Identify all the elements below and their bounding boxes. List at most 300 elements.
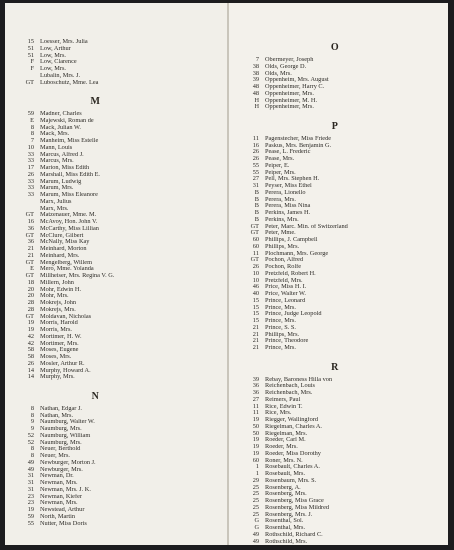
directory-entry [13,446,223,453]
entry-name: Prince, Leonard [265,297,306,304]
entry-name: Roner, Mrs. N. [265,457,303,464]
entry-number: 1 [255,470,259,477]
entry-number: 19 [252,443,259,450]
entry-name: Marshall, Miss Edith E. [40,171,100,178]
entry-name: Nathan, Edgar J. [40,405,82,412]
entry-number: 19 [252,449,259,457]
entry-name: Roeder, Carl M. [265,437,306,444]
directory-entry [13,226,223,233]
entry-number: 8 [30,123,34,131]
directory-entry [235,458,445,465]
directory-entry [13,39,223,46]
directory-entry [235,471,445,478]
entry-number: 20 [27,285,34,293]
entry-name: Low, Arthur [40,45,71,52]
directory-entry [235,397,445,404]
entry-name: Newburger, Mrs. [40,466,83,473]
directory-entry [235,478,445,485]
entry-number: 36 [252,389,259,396]
entry-name: Low, Mrs. [40,52,67,59]
directory-entry [13,514,223,521]
section-letter-n: N [91,390,100,402]
entry-number: 33 [27,191,34,198]
entry-number: 33 [27,157,34,165]
directory-entry [235,217,445,224]
entry-number: 26 [252,155,259,162]
directory-entry [235,377,445,384]
directory-entry [13,300,223,307]
entry-name: Matzenauer, Mme. M. [40,212,97,219]
section-letter-p: P [331,120,339,132]
entry-name: Rosenberg, Miss Grace [265,498,324,504]
directory-entry [13,314,223,321]
directory-entry [235,305,445,312]
directory-entry [13,158,223,165]
entry-number: GT [250,222,259,230]
entry-name: Mack, Mrs. [40,131,70,138]
directory-entry [13,521,223,528]
entry-name: Peyser, Miss Ethel [265,183,312,189]
directory-entry [235,318,445,325]
directory-entry [235,383,445,390]
entry-name: Lubalin, Mrs. J. [40,72,81,79]
directory-entry [235,91,445,98]
entry-number: 8 [30,130,34,138]
entry-name: Rosenberg, Mrs. [265,491,307,498]
directory-entry [13,172,223,179]
entry-number: 40 [252,290,259,297]
directory-entry [13,361,223,368]
directory-entry [235,149,445,156]
entry-number: 52 [27,438,34,446]
entry-number: 36 [27,224,34,232]
entry-name: McNally, Miss Kay [40,239,90,246]
entry-number: 48 [252,89,259,97]
entry-number: 25 [252,490,259,498]
entry-number: 19 [27,319,34,327]
directory-entry [13,138,223,145]
entry-name: Pagenstecher, Miss Friede [265,135,332,142]
directory-entry [13,374,223,381]
entry-name: Perkins, Mrs. [265,216,299,223]
section-spacer [13,86,223,93]
right-page [229,3,448,545]
directory-entry [13,287,223,294]
directory-entry [235,176,445,183]
entry-number: 16 [27,218,34,225]
directory-entry [235,444,445,451]
directory-entry [235,325,445,332]
entry-name: Perera, Mrs. [265,196,296,203]
entry-name: Oppenheimer, Mrs. [265,90,314,97]
entry-number: 27 [252,395,259,403]
entry-name: McCarthy, Miss Lillian [40,225,99,232]
directory-entry [235,257,445,264]
entry-number: 26 [27,359,34,367]
entry-number: GT [25,312,34,320]
directory-entry [235,98,445,105]
entry-name: Rosebault, Mrs. [265,471,306,477]
directory-entry [13,453,223,460]
entry-name: Prince, Mrs. [265,304,296,311]
entry-name: Pretzfeld, Robert H. [265,270,316,277]
directory-entry [235,264,445,271]
directory-entry [13,46,223,53]
entry-name: Peiper, Mrs. [265,169,296,176]
entry-name: Meinhard, Morton [40,246,87,252]
directory-entry [13,145,223,152]
entry-name: Phillips, Mrs. [265,331,300,338]
entry-number: 58 [27,353,34,360]
entry-name: Price, Miss H. I. [265,284,307,291]
entry-name: Phillips, J. Campbell [265,237,318,243]
entry-number: 21 [27,251,34,259]
directory-entry [235,291,445,298]
directory-entry [13,419,223,426]
directory-entry [235,77,445,84]
entry-number: 23 [27,492,34,500]
entry-name: Prince, Mrs. [265,318,296,324]
directory-entry [13,334,223,341]
directory-entry [13,179,223,186]
entry-number: 10 [252,276,259,284]
entry-name: Rice, Edwin T. [265,403,303,410]
entry-number: 21 [252,323,259,331]
entry-name: Moses, Mrs. [40,354,72,360]
directory-entry [13,406,223,413]
directory-entry [235,390,445,397]
entry-number: 51 [27,51,34,59]
directory-entry [13,266,223,273]
entry-name: Rosenthal, Sol. [265,518,304,525]
directory-entry [235,156,445,163]
entry-number: 49 [252,530,259,538]
entry-number: 25 [252,510,259,518]
directory-entry [13,426,223,433]
entry-name: Oppenheimer, M. H. [265,97,318,104]
entry-number: 31 [27,485,34,493]
entry-number: 10 [252,269,259,277]
entry-name: Madner, Charles [40,111,82,117]
section-letter-r: R [331,361,339,373]
entry-name: Murphy, Howard A. [40,367,91,374]
entry-name: Oppenheim, Mrs. August [265,77,329,84]
directory-entry [13,487,223,494]
directory-entry [235,525,445,532]
entry-name: Marum, Ludwig [40,178,82,185]
entry-name: Mortimer, H. W. [40,333,82,340]
entry-name: Newburger, Morton J. [40,459,96,466]
directory-entry [13,460,223,467]
entry-name: Obermeyer, Joseph [265,57,314,63]
entry-name: Mohr, Mrs. [40,293,69,300]
directory-entry [13,131,223,138]
entry-number: 19 [27,326,34,333]
entry-number: 18 [27,278,34,286]
entry-name: Perera, Miss Nina [265,203,311,210]
entry-number: 46 [252,283,259,291]
directory-entry [13,233,223,240]
entry-number: 9 [30,425,34,432]
entry-number: 58 [27,346,34,354]
directory-entry [13,165,223,172]
entry-number: 11 [252,134,259,142]
directory-entry [13,507,223,514]
directory-entry [235,451,445,458]
entry-name: Meinhard, Mrs. [40,252,80,259]
directory-entry [235,84,445,91]
entry-name: Mosler, Arthur R. [40,360,85,367]
entry-number: 60 [252,236,259,243]
entry-name: Reimers, Paul [265,396,301,403]
entry-number: 33 [27,177,34,185]
entry-number: 27 [252,175,259,183]
entry-name: Luboschutz, Mme. Lea [40,79,99,86]
entry-number: 11 [252,409,259,417]
entry-number: 1 [255,463,259,471]
entry-name: Reichenbach, Mrs. [265,390,313,396]
entry-name: Prince, Mrs. [265,345,296,351]
directory-entry [235,464,445,471]
entry-number: 11 [252,402,259,410]
entry-name: Newman, Dr. [40,473,74,480]
entry-name: Plochmann, Mrs. George [265,250,329,257]
entry-name: Roeder, Mrs. [265,444,298,450]
entry-number: 36 [27,238,34,246]
directory-entry [13,111,223,118]
directory-entry [235,278,445,285]
entry-name: Riegelman, Charles A. [265,423,323,430]
directory-entry [13,125,223,132]
entry-number: B [254,202,259,210]
entry-number: 31 [252,182,259,189]
directory-entry [13,212,223,219]
entry-number: 39 [252,375,259,383]
entry-number: 48 [252,83,259,90]
directory-entry [235,404,445,411]
entry-name: Pell, Mrs. Stephen H. [265,176,320,183]
directory-entry [13,307,223,314]
section-spacer [235,111,445,118]
entry-name: Nutter, Miss Doris [40,520,87,527]
entry-number: 16 [252,141,259,149]
entry-name: Mann, Louis [40,144,73,151]
entry-name: Perkins, James H. [265,210,311,216]
entry-name: Rothschild, Mrs. [265,538,308,545]
directory-entry [13,66,223,73]
entry-name: Marion, Miss Edith [40,165,90,171]
directory-entry [235,251,445,258]
directory-entry [13,53,223,60]
entry-name: Millern, John [40,279,74,286]
entry-number: 55 [252,168,259,176]
entry-name: Marum, Mrs. [40,185,74,192]
entry-number: 55 [27,519,34,527]
entry-name: North, Martin [40,513,75,520]
entry-name: Mokrejs, Mrs. [40,306,76,313]
directory-entry [13,347,223,354]
entry-number: 59 [27,512,34,520]
entry-number: 26 [252,148,259,156]
entry-number: 8 [30,411,34,419]
entry-number: B [254,209,259,216]
directory-entry [13,473,223,480]
entry-name: Perera, Lionello [265,189,306,196]
entry-name: Oppenheimer, Mrs. [265,104,314,111]
entry-number: 10 [27,143,34,151]
entry-number: 15 [252,310,259,318]
entry-number: H [254,103,259,111]
directory-entry [235,539,445,546]
directory-entry [13,368,223,375]
entry-number: 19 [252,436,259,444]
entry-name: Mokrejs, John [40,300,77,306]
entry-name: Pease, L. Frederic [265,149,311,156]
entry-name: McAvoy, Hon. John V. [40,219,98,225]
entry-name: Marcus, Mrs. [40,158,74,165]
directory-entry [235,136,445,143]
directory-entry [13,80,223,87]
entry-name: Prince, Judge Leopold [265,311,322,318]
directory-entry [13,253,223,260]
entry-number: 15 [252,296,259,304]
entry-name: Low, Clarence [40,59,77,66]
directory-entry [13,219,223,226]
directory-entry [235,170,445,177]
directory-entry [235,230,445,237]
entry-name: Reichenbach, Louis [265,383,316,390]
directory-entry [13,293,223,300]
directory-entry [13,280,223,287]
entry-name: Mero, Mme. Yolanda [40,266,94,273]
directory-entry [235,190,445,197]
entry-name: Marum, Miss Eleanore [40,192,98,198]
left-page [5,3,228,545]
right-column [235,39,445,545]
directory-entry [235,64,445,71]
entry-number: 38 [252,62,259,70]
entry-number: 49 [27,458,34,466]
entry-number: 8 [30,445,34,453]
entry-number: GT [25,272,34,279]
entry-name: Pretzfeld, Mrs. [265,277,303,284]
entry-name: Rosenberg, Mrs. J. [265,511,313,518]
directory-entry [235,410,445,417]
entry-number: 31 [27,472,34,480]
entry-number: 14 [27,373,34,381]
directory-entry [13,192,223,199]
entry-name: Majewski, Roman de [40,117,94,124]
entry-number: 51 [27,44,34,52]
entry-number: 33 [27,150,34,158]
section-spacer [235,352,445,359]
directory-entry [235,163,445,170]
directory-entry [235,244,445,251]
directory-entry [235,437,445,444]
directory-entry [13,467,223,474]
entry-number: 26 [27,170,34,178]
entry-number: 8 [30,404,34,412]
entry-name: Rosenthal, Mrs. [265,525,306,531]
directory-entry [13,320,223,327]
entry-name: Murphy, Mrs. [40,374,75,381]
entry-number: G [254,517,259,525]
entry-name: Newman, Mrs. J. K. [40,486,91,493]
entry-number: 29 [252,476,259,484]
directory-entry [235,505,445,512]
directory-entry [13,59,223,66]
entry-number: 8 [30,452,34,459]
entry-name: McClure, Gilbert [40,232,84,239]
entry-name: Pease, Mrs. [265,156,295,162]
directory-entry [235,271,445,278]
entry-number: GT [250,256,259,264]
entry-number: GT [250,229,259,237]
entry-number: 11 [252,249,259,257]
directory-entry [235,237,445,244]
entry-number: H [254,96,259,104]
entry-name: Neuer, Berthold [40,446,81,453]
entry-number: GT [25,258,34,266]
directory-entry [235,417,445,424]
entry-name: Naumburg, Mrs. [40,426,82,432]
entry-name: Morris, Mrs. [40,327,73,333]
entry-name: Olds, George D. [265,63,307,70]
directory-entry [13,273,223,280]
entry-number: 19 [252,416,259,423]
directory-entry [235,431,445,438]
directory-entry [235,332,445,339]
directory-entry [13,327,223,334]
entry-name: Pochon, Alfred [265,257,304,264]
directory-entry [13,260,223,267]
entry-name: Marx, Mrs. [40,205,69,212]
entry-name: Marx, Julius [40,198,72,205]
entry-name: Rosenbaum, Mrs. S. [265,477,317,484]
entry-number: 49 [252,537,259,545]
entry-number: 60 [252,456,259,464]
entry-number: GT [25,231,34,239]
entry-number: 14 [27,366,34,374]
entry-number: 21 [27,245,34,252]
entry-name: Morris, Harold [40,320,78,327]
entry-number: 50 [252,429,259,437]
section-spacer [13,381,223,388]
directory-entry [235,224,445,231]
entry-name: Peter, Mme. [265,230,296,237]
entry-number: GT [25,211,34,219]
entry-number: F [30,58,34,66]
entry-number: 52 [27,431,34,439]
entry-number: 15 [27,38,34,45]
entry-name: Olds, Mrs. [265,70,292,77]
directory-entry [235,491,445,498]
entry-name: Newman, Mrs. [40,500,78,507]
entry-name: Mohr, Edwin H. [40,286,82,293]
directory-entry [13,494,223,501]
entry-name: Millheiser, Mrs. Regina V. G. [40,273,115,279]
entry-number: 36 [252,382,259,390]
directory-entry [235,512,445,519]
entry-number: 49 [27,465,34,473]
directory-entry [235,210,445,217]
directory-entry [13,185,223,192]
entry-name: Phillips, Mrs. [265,243,300,250]
entry-number: E [30,265,34,273]
entry-number: 31 [27,479,34,486]
directory-entry [235,284,445,291]
directory-entry [235,57,445,64]
